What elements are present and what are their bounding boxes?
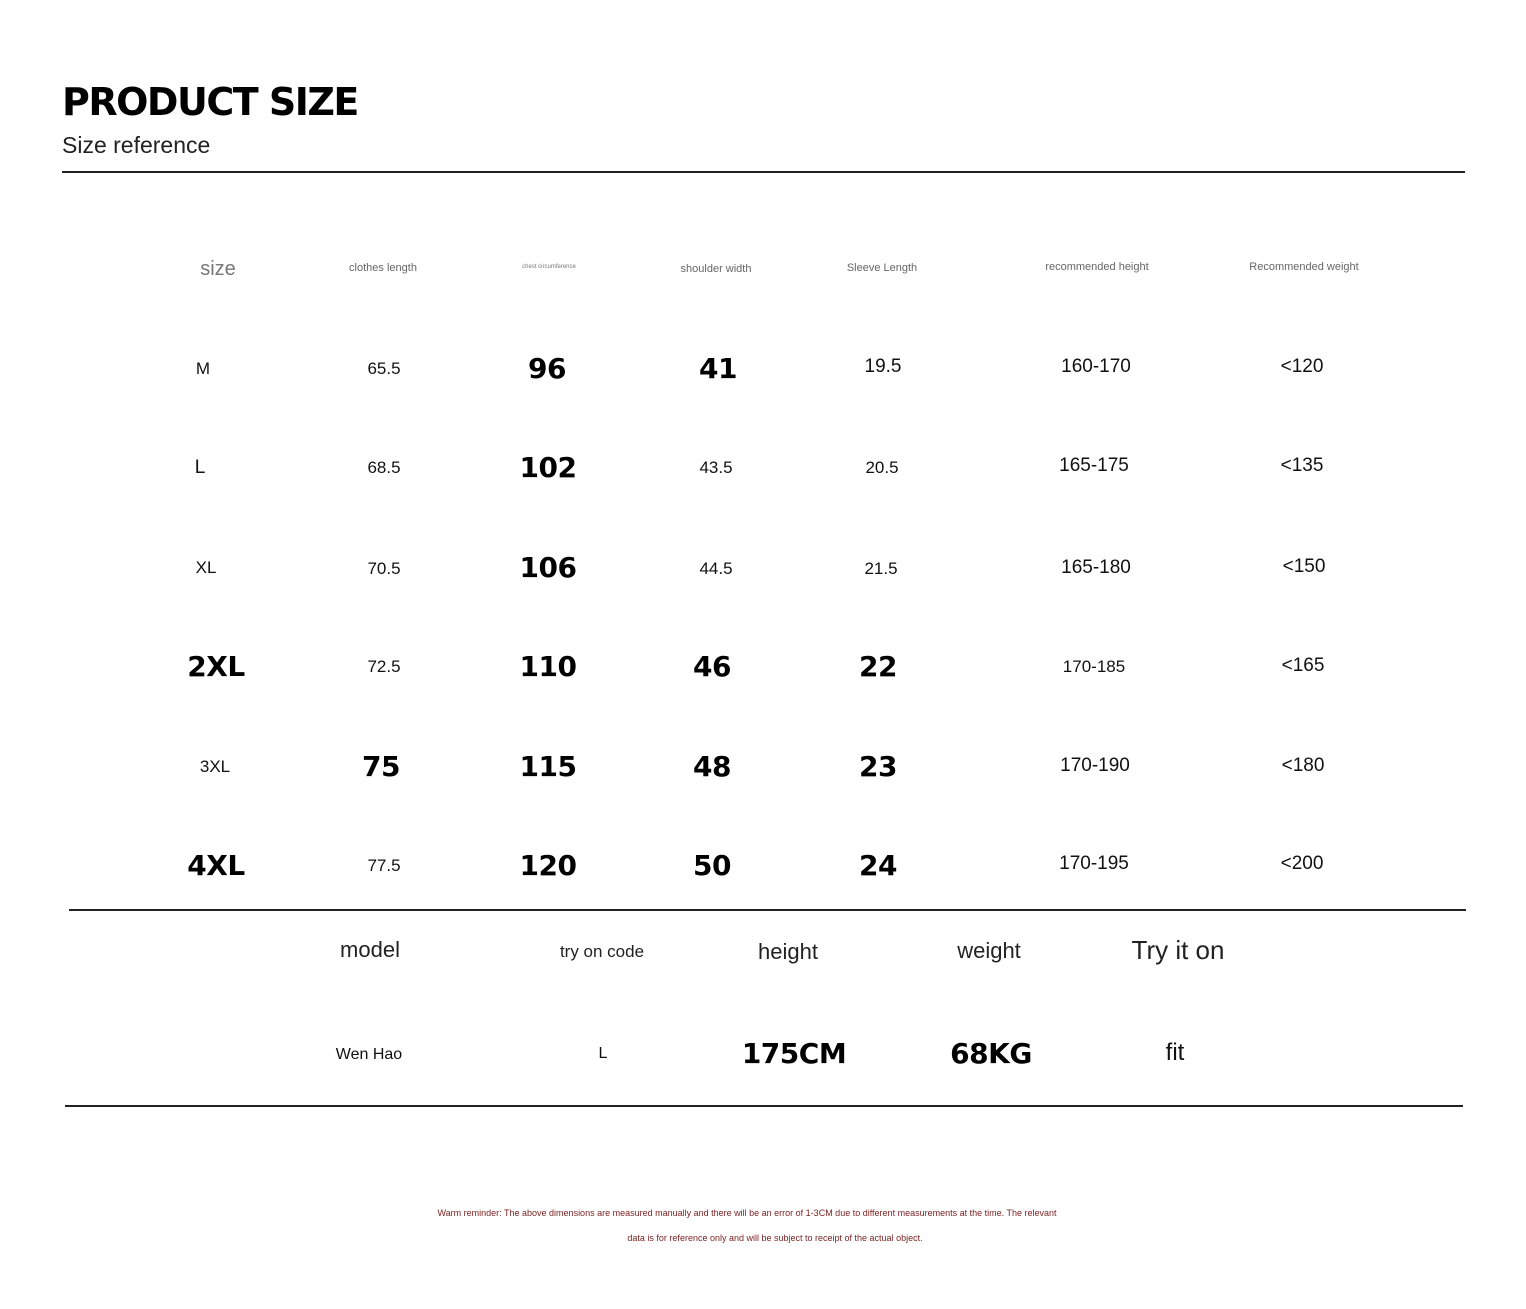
model-header-height: height [758, 939, 818, 964]
table-cell: 115 [519, 750, 577, 783]
table-cell: 106 [519, 551, 577, 584]
table-cell: L [194, 457, 206, 478]
table-cell: <200 [1280, 853, 1324, 874]
table-cell: <120 [1280, 356, 1324, 377]
table-cell: 3XL [199, 757, 231, 776]
model-header-try-on-code: try on code [559, 942, 645, 961]
model-header-try-it-on: Try it on [1131, 935, 1225, 965]
model-try-on-code: L [598, 1045, 608, 1062]
table-cell: 22 [859, 650, 897, 683]
table-cell: <135 [1280, 455, 1324, 476]
warm-reminder-line-2: data is for reference only and will be subject to receipt of the actual object. [627, 1233, 923, 1243]
table-cell: 77.5 [367, 856, 401, 875]
table-cell: 170-190 [1060, 755, 1130, 776]
table-cell: 50 [693, 849, 731, 882]
table-cell: XL [195, 558, 217, 577]
table-cell: 72.5 [367, 657, 401, 676]
table-cell: 70.5 [367, 559, 401, 578]
table-cell: 120 [519, 849, 577, 882]
table-cell: 41 [699, 352, 737, 385]
table-cell: 75 [362, 750, 400, 783]
page-subtitle: Size reference [62, 132, 211, 158]
model-name: Wen Hao [335, 1046, 403, 1063]
table-cell: 23 [859, 750, 897, 783]
table-cell: 170-195 [1059, 853, 1129, 874]
column-header-shoulder-width: shoulder width [680, 263, 752, 275]
table-cell: M [195, 359, 211, 378]
top-divider [62, 171, 1465, 173]
model-table-divider [65, 1105, 1463, 1107]
table-cell: 96 [528, 352, 566, 385]
table-cell: 160-170 [1061, 356, 1131, 377]
column-header-sleeve-length: Sleeve Length [846, 262, 918, 274]
table-cell: 43.5 [699, 458, 733, 477]
model-fit: fit [1165, 1039, 1185, 1066]
model-header-model: model [340, 937, 400, 962]
table-cell: 170-185 [1062, 657, 1126, 676]
column-header-recommended-weight: Recommended weight [1249, 261, 1359, 273]
table-cell: <150 [1282, 556, 1326, 577]
column-header-size: size [200, 258, 236, 280]
page-title: PRODUCT SIZE [62, 80, 358, 124]
table-cell: 165-175 [1059, 455, 1129, 476]
table-cell: 165-180 [1061, 557, 1131, 578]
table-cell: 24 [859, 849, 897, 882]
table-cell: 20.5 [865, 458, 899, 477]
table-cell: 46 [693, 650, 731, 683]
table-cell: 68.5 [367, 458, 401, 477]
size-table-divider [69, 909, 1466, 911]
model-weight: 68KG [950, 1037, 1032, 1070]
warm-reminder-line-1: Warm reminder: The above dimensions are measured manually and there will be an error of 1-3CM due to different measurements at the time. The relevant [437, 1208, 1057, 1218]
table-cell: 110 [519, 650, 577, 683]
table-cell: 21.5 [864, 559, 898, 578]
table-cell: 2XL [187, 650, 245, 683]
column-header-recommended-height: recommended height [1045, 261, 1149, 273]
table-cell: <165 [1281, 655, 1325, 676]
table-cell: 4XL [187, 849, 245, 882]
column-header-clothes-length: clothes length [349, 262, 417, 274]
model-header-weight: weight [957, 938, 1021, 963]
column-header-chest-circumference: chest circumference [522, 264, 576, 270]
model-height: 175CM [741, 1037, 847, 1070]
table-cell: 65.5 [367, 359, 401, 378]
table-cell: 19.5 [864, 356, 902, 377]
table-cell: 102 [519, 451, 577, 484]
table-cell: <180 [1281, 755, 1325, 776]
table-cell: 44.5 [699, 559, 733, 578]
table-cell: 48 [693, 750, 731, 783]
